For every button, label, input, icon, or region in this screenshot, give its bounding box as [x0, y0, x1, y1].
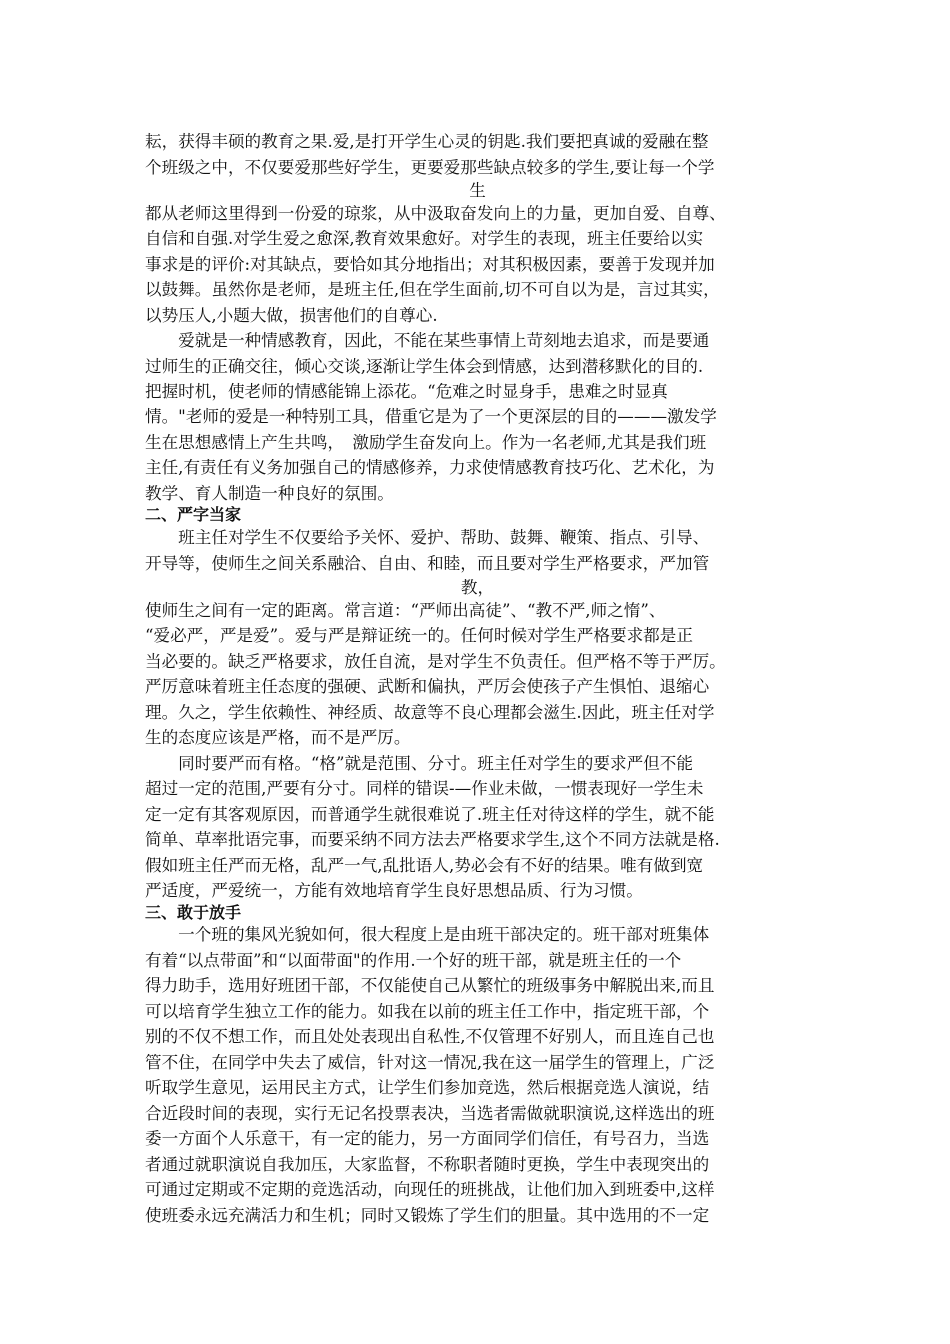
- text-line: 以势压人,小题大做，损害他们的自尊心.: [145, 306, 438, 325]
- text-line: 生: [469, 181, 486, 200]
- text-line: 使班委永远充满活力和生机；同时又锻炼了学生们的胆量。其中选用的不一定: [145, 1206, 710, 1225]
- text-line: 超过一定的范围,严要有分寸。同样的错误-—作业未做，一惯表现好一学生未: [145, 779, 704, 798]
- text-line: 委一方面个人乐意干，有一定的能力，另一方面同学们信任，有号召力，当选: [145, 1129, 710, 1148]
- paragraph-first-line: 爱就是一种情感教育，因此，不能在某些事情上苛刻地去追求，而是要通: [145, 331, 710, 350]
- text-line: 过师生的正确交往，倾心交谈,逐渐让学生体会到情感，达到潜移默化的目的.: [145, 357, 704, 376]
- text-line: 情。"老师的爱是一种特别工具，借重它是为了一个更深层的目的———激发学: [145, 407, 717, 426]
- text-line: 教学、育人制造一种良好的氛围。: [145, 484, 394, 503]
- text-line: 可通过定期或不定期的竞选活动，向现任的班挑战，让他们加入到班委中,这样: [145, 1180, 715, 1199]
- text-line: 者通过就职演说自我加压，大家监督，不称职者随时更换，学生中表现突出的: [145, 1155, 710, 1174]
- section-heading: 二、严字当家: [145, 505, 242, 524]
- text-line: 别的不仅不想工作，而且处处表现出自私性,不仅管理不好别人，而且连自己也: [145, 1027, 715, 1046]
- text-line: 生的态度应该是严格，而不是严厉。: [145, 728, 411, 747]
- text-line: 得力助手，选用好班团干部，不仅能使自己从繁忙的班级事务中解脱出来,而且: [145, 976, 715, 995]
- text-line: 耘，获得丰硕的教育之果.爱,是打开学生心灵的钥匙.我们要把真诚的爱融在整: [145, 132, 709, 151]
- text-line: 把握时机，使老师的情感能锦上添花。“危难之时显身手，患难之时显真: [145, 382, 668, 401]
- text-line: 有着“以点带面”和“以面带面"的作用.一个好的班干部，就是班主任的一个: [145, 951, 682, 970]
- text-line: 合近段时间的表现，实行无记名投票表决，当选者需做就职演说,这样选出的班: [145, 1104, 715, 1123]
- text-line: 严适度，严爱统一，方能有效地培育学生良好思想品质、行为习惯。: [145, 881, 643, 900]
- text-line: 开导等，使师生之间关系融洽、自由、和睦，而且要对学生严格要求，严加管: [145, 554, 710, 573]
- text-line: 理。久之，学生依赖性、神经质、故意等不良心理都会滋生.因此，班主任对学: [145, 703, 715, 722]
- text-line: 假如班主任严而无格，乱严一气,乱批语人,势必会有不好的结果。唯有做到宽: [145, 856, 704, 875]
- text-line: 简单、草率批语完事，而要采纳不同方法去严格要求学生,这个不同方法就是格.: [145, 830, 720, 849]
- text-line: 教，: [460, 578, 495, 597]
- text-line: 当必要的。缺乏严格要求，放任自流，是对学生不负责任。但严格不等于严厉。: [145, 652, 726, 671]
- section-heading: 三、敢于放手: [145, 903, 242, 922]
- text-line: “爱必严，严是爱”。爱与严是辩证统一的。任何时候对学生严格要求都是正: [145, 626, 693, 645]
- text-line: 都从老师这里得到一份爱的琼浆，从中汲取奋发向上的力量，更加自爱、自尊、: [145, 204, 726, 223]
- paragraph-first-line: 同时要严而有格。“格”就是范围、分寸。班主任对学生的要求严但不能: [145, 754, 693, 773]
- paragraph-first-line: 班主任对学生不仅要给予关怀、爱护、帮助、鼓舞、鞭策、指点、引导、: [145, 528, 710, 547]
- text-line: 使师生之间有一定的距离。常言道：“严师出高徒”、“教不严,师之惰”、: [145, 601, 666, 620]
- text-line: 主任,有责任有义务加强自己的情感修养，力求使情感教育技巧化、艺术化，为: [145, 458, 715, 477]
- text-line: 自信和自强.对学生爱之愈深,教育效果愈好。对学生的表现，班主任要给以实: [145, 229, 704, 248]
- text-line: 听取学生意见，运用民主方式，让学生们参加竞选，然后根据竞选人演说，结: [145, 1078, 710, 1097]
- text-line: 个班级之中，不仅要爱那些好学生，更要爱那些缺点较多的学生,要让每一个学: [145, 158, 715, 177]
- text-line: 生在思想感情上产生共鸣， 激励学生奋发向上。作为一名老师,尤其是我们班: [145, 433, 707, 452]
- paragraph-first-line: 一个班的集风光貌如何，很大程度上是由班干部决定的。班干部对班集体: [145, 925, 710, 944]
- text-line: 严厉意味着班主任态度的强硬、武断和偏执，严厉会使孩子产生惧怕、退缩心: [145, 677, 710, 696]
- text-line: 以鼓舞。虽然你是老师，是班主任,但在学生面前,切不可自以为是，言过其实，: [145, 280, 720, 299]
- text-line: 可以培育学生独立工作的能力。如我在以前的班主任工作中，指定班干部，个: [145, 1002, 710, 1021]
- text-line: 定一定有其客观原因，而普通学生就很难说了.班主任对待这样的学生，就不能: [145, 805, 715, 824]
- text-line: 事求是的评价:对其缺点，要恰如其分地指出；对其积极因素，要善于发现并加: [145, 255, 715, 274]
- text-line: 管不住，在同学中失去了威信，针对这一情况,我在这一届学生的管理上，广泛: [145, 1053, 715, 1072]
